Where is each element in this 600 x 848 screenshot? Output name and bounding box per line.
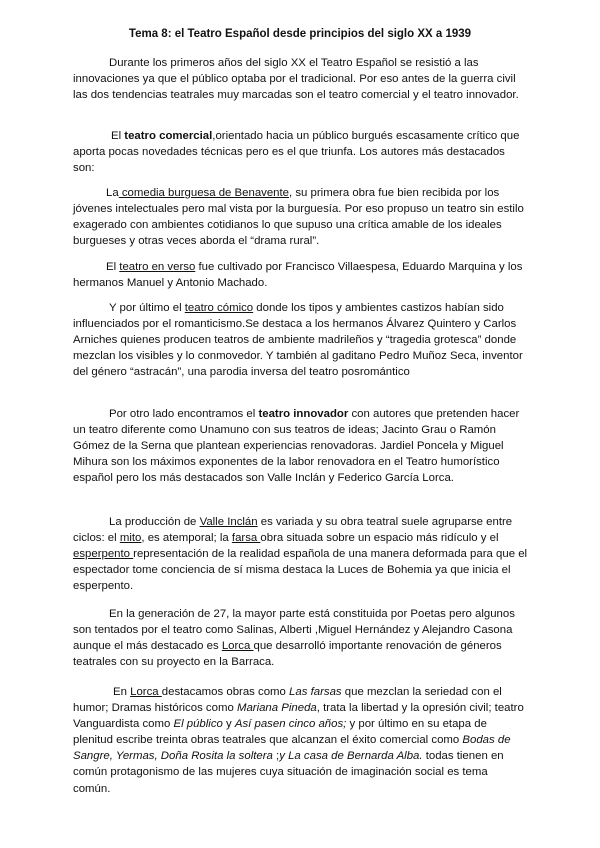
paragraph-teatro-comercial (73, 128, 528, 176)
link-teatro-en-verso: teatro en verso (119, 261, 196, 273)
link-comedia-burguesa: comedia burguesa de Benavente (118, 187, 290, 199)
link-mito: mito (119, 532, 142, 545)
paragraph-intro (73, 55, 528, 103)
text-segment: En la generación de 27, la mayor parte está constituida por Poetas pero algunos son tentados por el teatro como Salinas, Alberti ,Miguel Hernández y Alejandro Casona aunque el más destacado es (73, 608, 515, 653)
text-segment: Por otro lado encontramos el (109, 408, 259, 420)
title-el-publico: El público (173, 718, 223, 731)
text-segment: destacamos obras como (161, 686, 290, 698)
text-segment: y (222, 718, 235, 731)
text-segment: ,orientado hacia un público burgués escasamente crítico que aporta pocas novedades técnicas pero es el que triunfa. Los autores más destacados son: (73, 130, 520, 175)
link-lorca: Lorca (221, 640, 254, 653)
text-segment: La (106, 187, 119, 199)
paragraph-lorca-obras (73, 684, 528, 797)
text-segment: El (111, 130, 125, 142)
document-title: Tema 8: el Teatro Español desde principios del siglo XX a 1939 (128, 28, 472, 40)
text-segment: fue cultivado por Francisco Villaespesa, Eduardo Marquina y los hermanos Manuel y Antonio Machado. (73, 261, 523, 290)
text-segment: , trata la libertad y la opresión civil; teatro Vanguardista como (73, 702, 524, 731)
text-segment: que desarrolló importante renovación de géneros teatrales con su proyecto en la Barraca. (73, 640, 502, 669)
text-segment: y por último en su etapa de plenitud escribe treinta obras teatrales que alcanzan el éxito comercial como (73, 718, 487, 747)
title-las-farsas: Las farsas (289, 686, 342, 698)
text-segment: representación de la realidad española de una manera deformada para que el espectador tome conciencia de sí misma destaca la Luces de Bohemia ya que inicia el esperpento. (73, 548, 528, 593)
link-esperpento: esperpento (73, 548, 134, 561)
title-bodas-de-sangre: Bodas de Sangre, Yermas, Doña Rosita la soltera (73, 734, 511, 763)
title-mariana-pineda: Mariana Pineda (236, 702, 317, 715)
text-segment: todas tienen en común protagonismo de las mujeres cuya situación de imaginación social es tema común. (73, 750, 504, 795)
text-segment: que mezclan la seriedad con el humor; Dramas históricos como (73, 686, 502, 715)
link-lorca-2: Lorca (130, 686, 162, 698)
term-teatro-comercial: teatro comercial (124, 130, 213, 142)
paragraph-valle-inclan (73, 514, 528, 594)
text-segment: ; (272, 750, 280, 763)
text-segment: obra situada sobre un espacio más ridículo y el (260, 532, 499, 545)
paragraph-teatro-innovador (73, 406, 528, 486)
text-segment: El (106, 261, 120, 273)
title-asi-pasen-cinco-anos: Así pasen cinco años; (234, 718, 347, 731)
link-valle-inclan: Valle Inclán (199, 516, 258, 528)
title-casa-bernarda-alba: y La casa de Bernarda Alba. (279, 750, 423, 763)
text-segment: , su primera obra fue bien recibida por los jóvenes intelectuales pero mal vista por la burguesía. Por eso propuso un teatro sin estilo exagerado con ambientes cotidianos lo que supuso una crítica amable de los ideales burgueses y otras veces aborda el “drama rural”. (73, 187, 524, 248)
paragraph-teatro-verso (73, 259, 528, 291)
link-teatro-comico: teatro cómico (184, 302, 254, 314)
text-segment: Y por último el (109, 302, 185, 314)
intro-text: Durante los primeros años del siglo XX el Teatro Español se resistió a las innovaciones ya que el público optaba por el tradicional. Por eso antes de la guerra civil las dos tendencias teatrales muy marcadas son el teatro comercial y el teatro innovador. (73, 57, 519, 102)
text-segment: es variada y su obra teatral suele agruparse entre ciclos: el (73, 516, 513, 545)
text-segment: con autores que pretenden hacer un teatro diferente como Unamuno con sus teatros de ideas; Jacinto Grau o Ramón Gómez de la Serna que plantean experiencias renovadoras. Jardiel Poncela y Miguel Mihura son los máximos exponentes de la labor renovadora en el Teatro humorístico español pero los más destacados son Valle Inclán y Federico García Lorca. (73, 408, 520, 485)
text-segment: , es atemporal; la (141, 532, 232, 545)
paragraph-generacion-27 (73, 606, 528, 670)
text-segment: En (113, 686, 131, 698)
paragraph-teatro-comico (73, 300, 528, 380)
paragraph-benavente (73, 185, 528, 249)
term-teatro-innovador: teatro innovador (258, 408, 349, 420)
text-segment: La producción de (109, 516, 200, 528)
link-farsa: farsa (231, 532, 261, 545)
text-segment: donde los tipos y ambientes castizos habían sido influenciados por el romanticismo.Se destaca a los hermanos Álvarez Quintero y Carlos Arniches quienes producen teatros de ambiente madrileños y “tragedia grotesca” donde mezclan los visibles y lo conmovedor. Y también al gaditano Pedro Muñoz Seca, inventor del género “astracán”, una parodia inversa del teatro posromántico (73, 302, 523, 379)
